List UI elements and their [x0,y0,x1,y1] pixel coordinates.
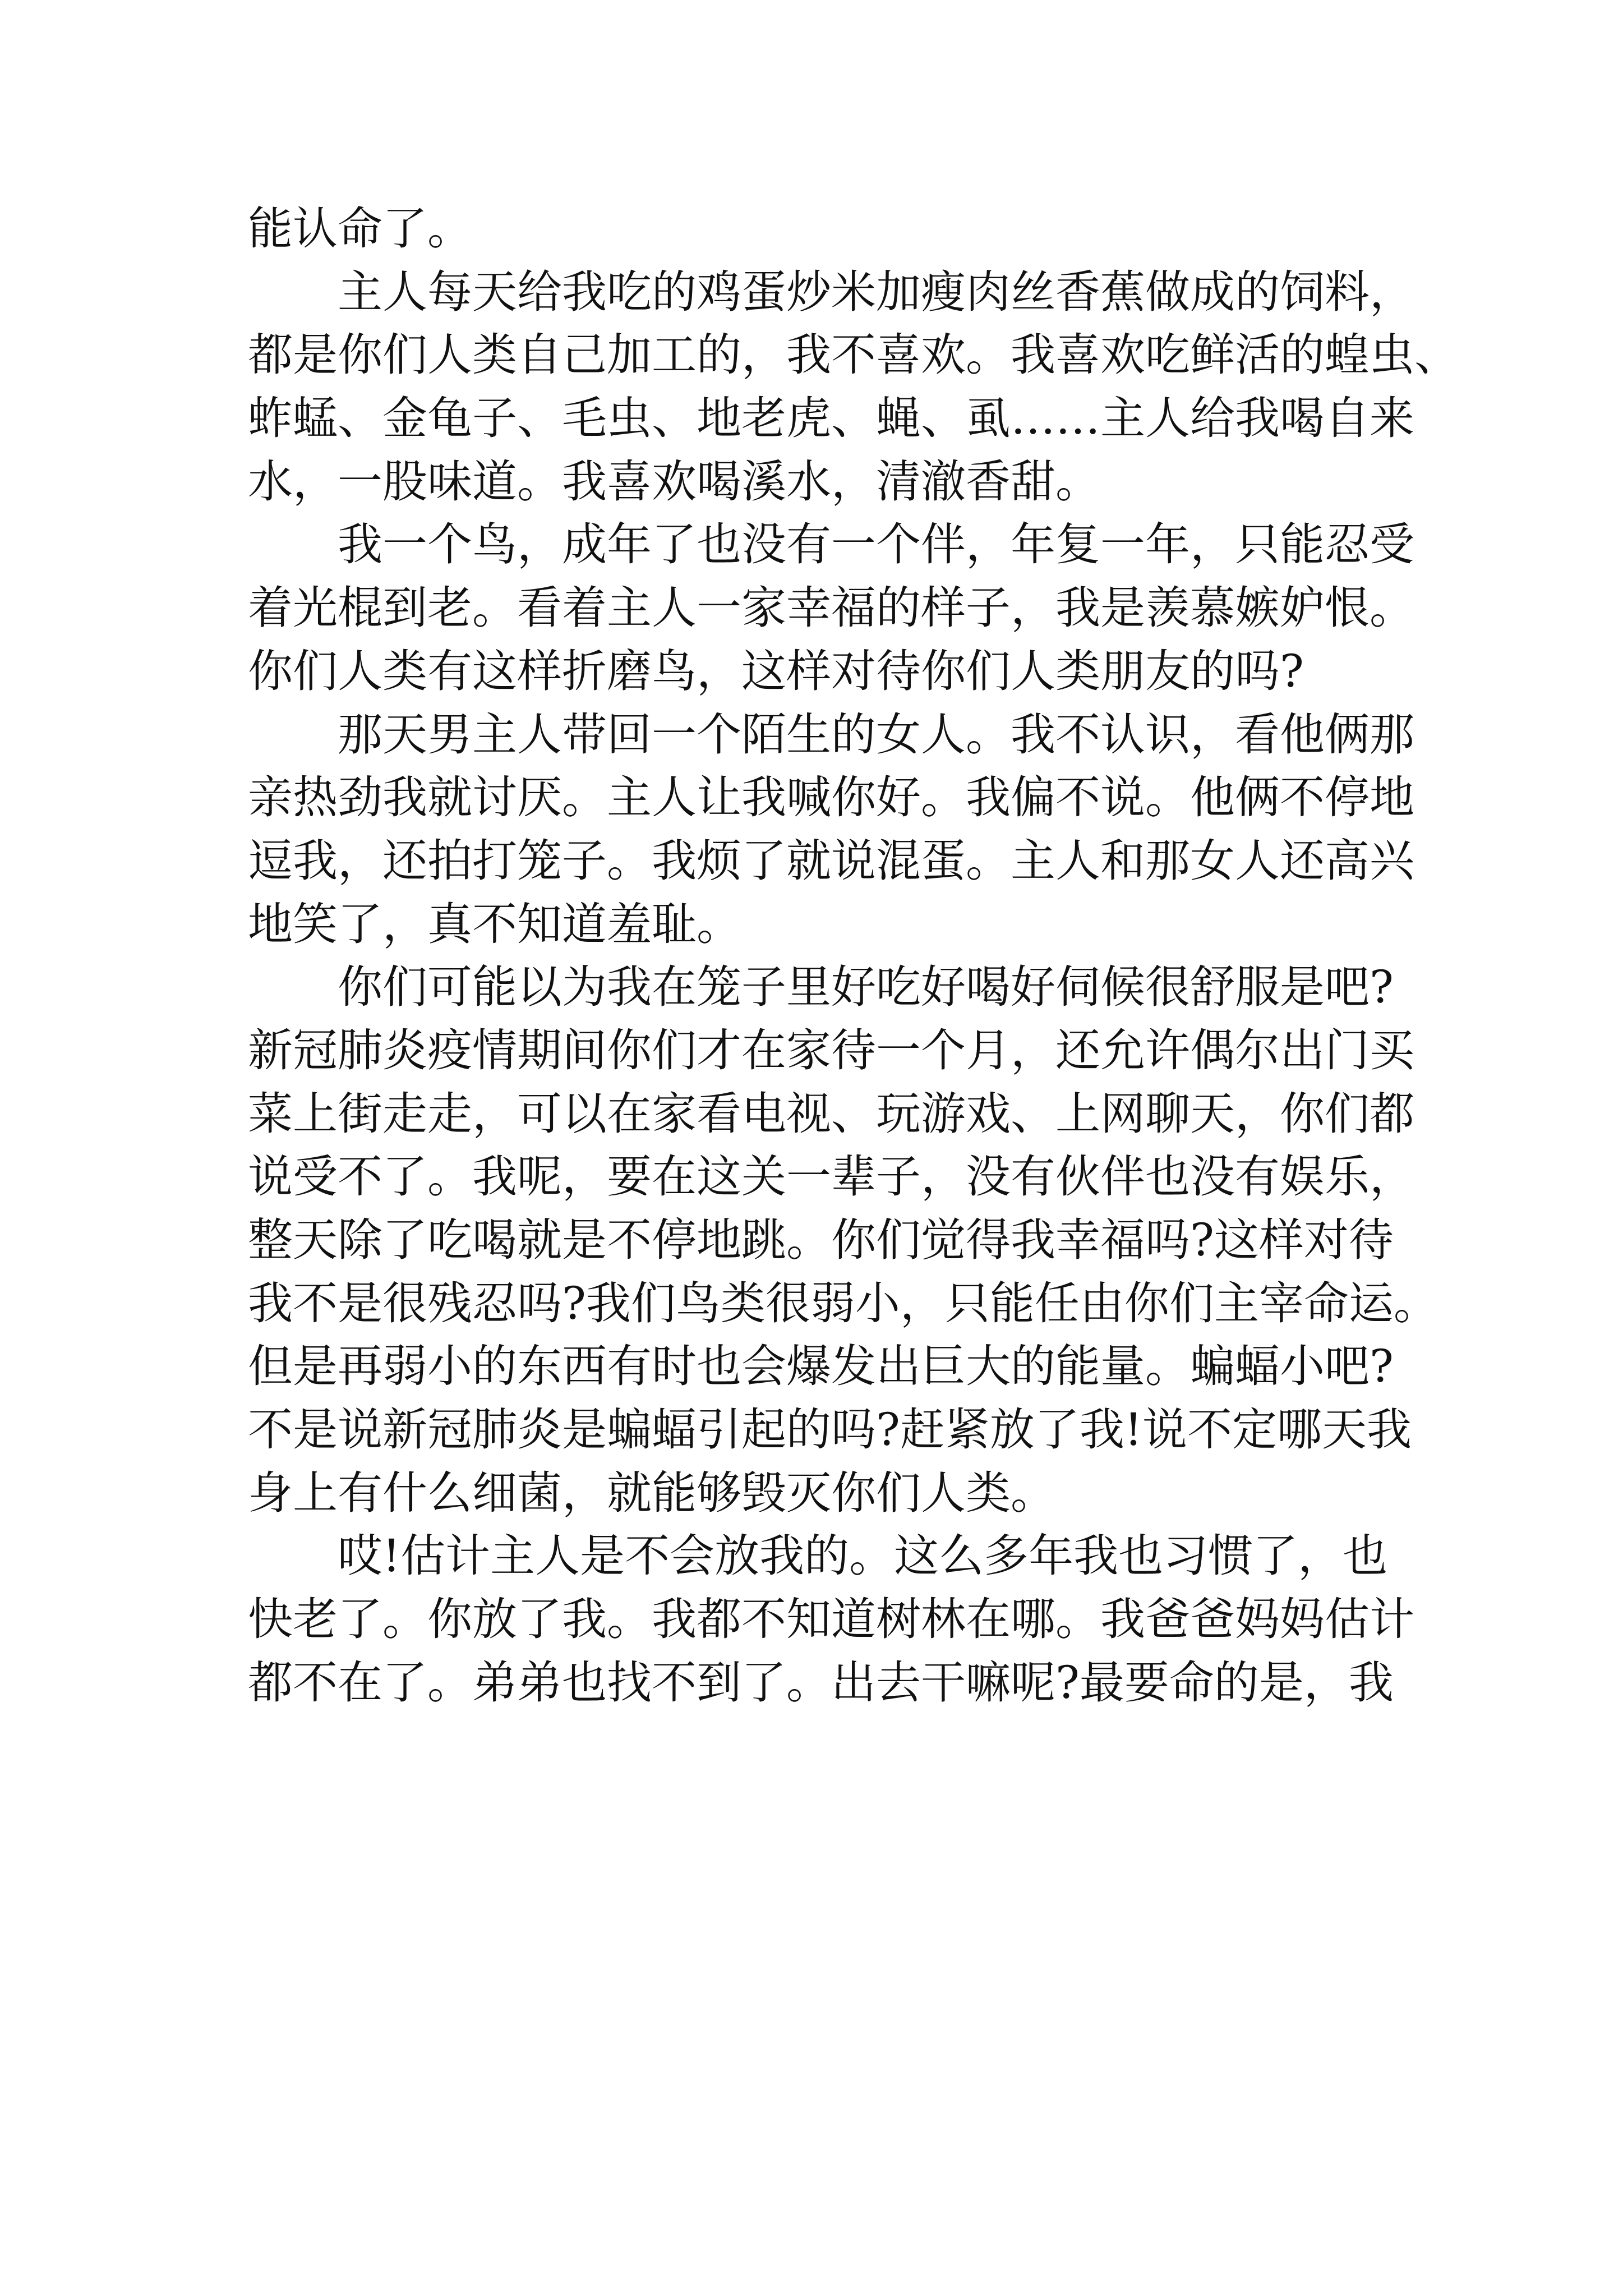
text-line-6: 我一个鸟，成年了也没有一个伴，年复一年，只能忍受 [338,518,1414,571]
text-line-11: 逗我，还拍打笼子。我烦了就说混蛋。主人和那女人还高兴 [248,834,1414,887]
text-line-5: 水，一股味道。我喜欢喝溪水，清澈香甜。 [248,455,1100,508]
text-line-24: 都不在了。弟弟也找不到了。出去干嘛呢?最要命的是，我 [248,1656,1394,1709]
text-line-14: 新冠肺炎疫情期间你们才在家待一个月，还允许偶尔出门买 [248,1024,1414,1076]
text-line-23: 快老了。你放了我。我都不知道树林在哪。我爸爸妈妈估计 [248,1593,1414,1646]
text-line-3: 都是你们人类自己加工的，我不喜欢。我喜欢吃鲜活的蝗虫、 [248,329,1459,381]
text-line-18: 我不是很残忍吗?我们鸟类很弱小，只能任由你们主宰命运。 [248,1277,1438,1329]
text-line-19: 但是再弱小的东西有时也会爆发出巨大的能量。蝙蝠小吧? [248,1340,1394,1393]
body-text [248,197,1459,1715]
text-line-7: 着光棍到老。看着主人一家幸福的样子，我是羡慕嫉妒恨。 [248,582,1414,634]
text-line-4: 蚱蜢、金龟子、毛虫、地老虎、蝇、虱……主人给我喝自来 [248,392,1414,445]
text-line-12: 地笑了，真不知道羞耻。 [248,898,741,950]
text-line-9: 那天男主人带回一个陌生的女人。我不认识，看他俩那 [338,708,1414,761]
text-line-20: 不是说新冠肺炎是蝙蝠引起的吗?赶紧放了我!说不定哪天我 [248,1404,1412,1456]
text-line-17: 整天除了吃喝就是不停地跳。你们觉得我幸福吗?这样对待 [248,1214,1394,1266]
text-line-21: 身上有什么细菌，就能够毁灭你们人类。 [248,1466,1055,1519]
text-line-22: 哎!估计主人是不会放我的。这么多年我也习惯了，也 [338,1530,1388,1582]
text-line-16: 说受不了。我呢，要在这关一辈子，没有伙伴也没有娱乐， [248,1151,1414,1203]
text-line-8: 你们人类有这样折磨鸟，这样对待你们人类朋友的吗? [248,645,1304,697]
text-line-13: 你们可能以为我在笼子里好吃好喝好伺候很舒服是吧? [338,961,1394,1014]
text-line-1: 能认命了。 [248,203,472,255]
text-line-2: 主人每天给我吃的鸡蛋炒米加瘦肉丝香蕉做成的饲料， [338,265,1414,318]
text-line-15: 菜上街走走，可以在家看电视、玩游戏、上网聊天，你们都 [248,1087,1414,1140]
text-line-10: 亲热劲我就讨厌。主人让我喊你好。我偏不说。他俩不停地 [248,771,1414,824]
